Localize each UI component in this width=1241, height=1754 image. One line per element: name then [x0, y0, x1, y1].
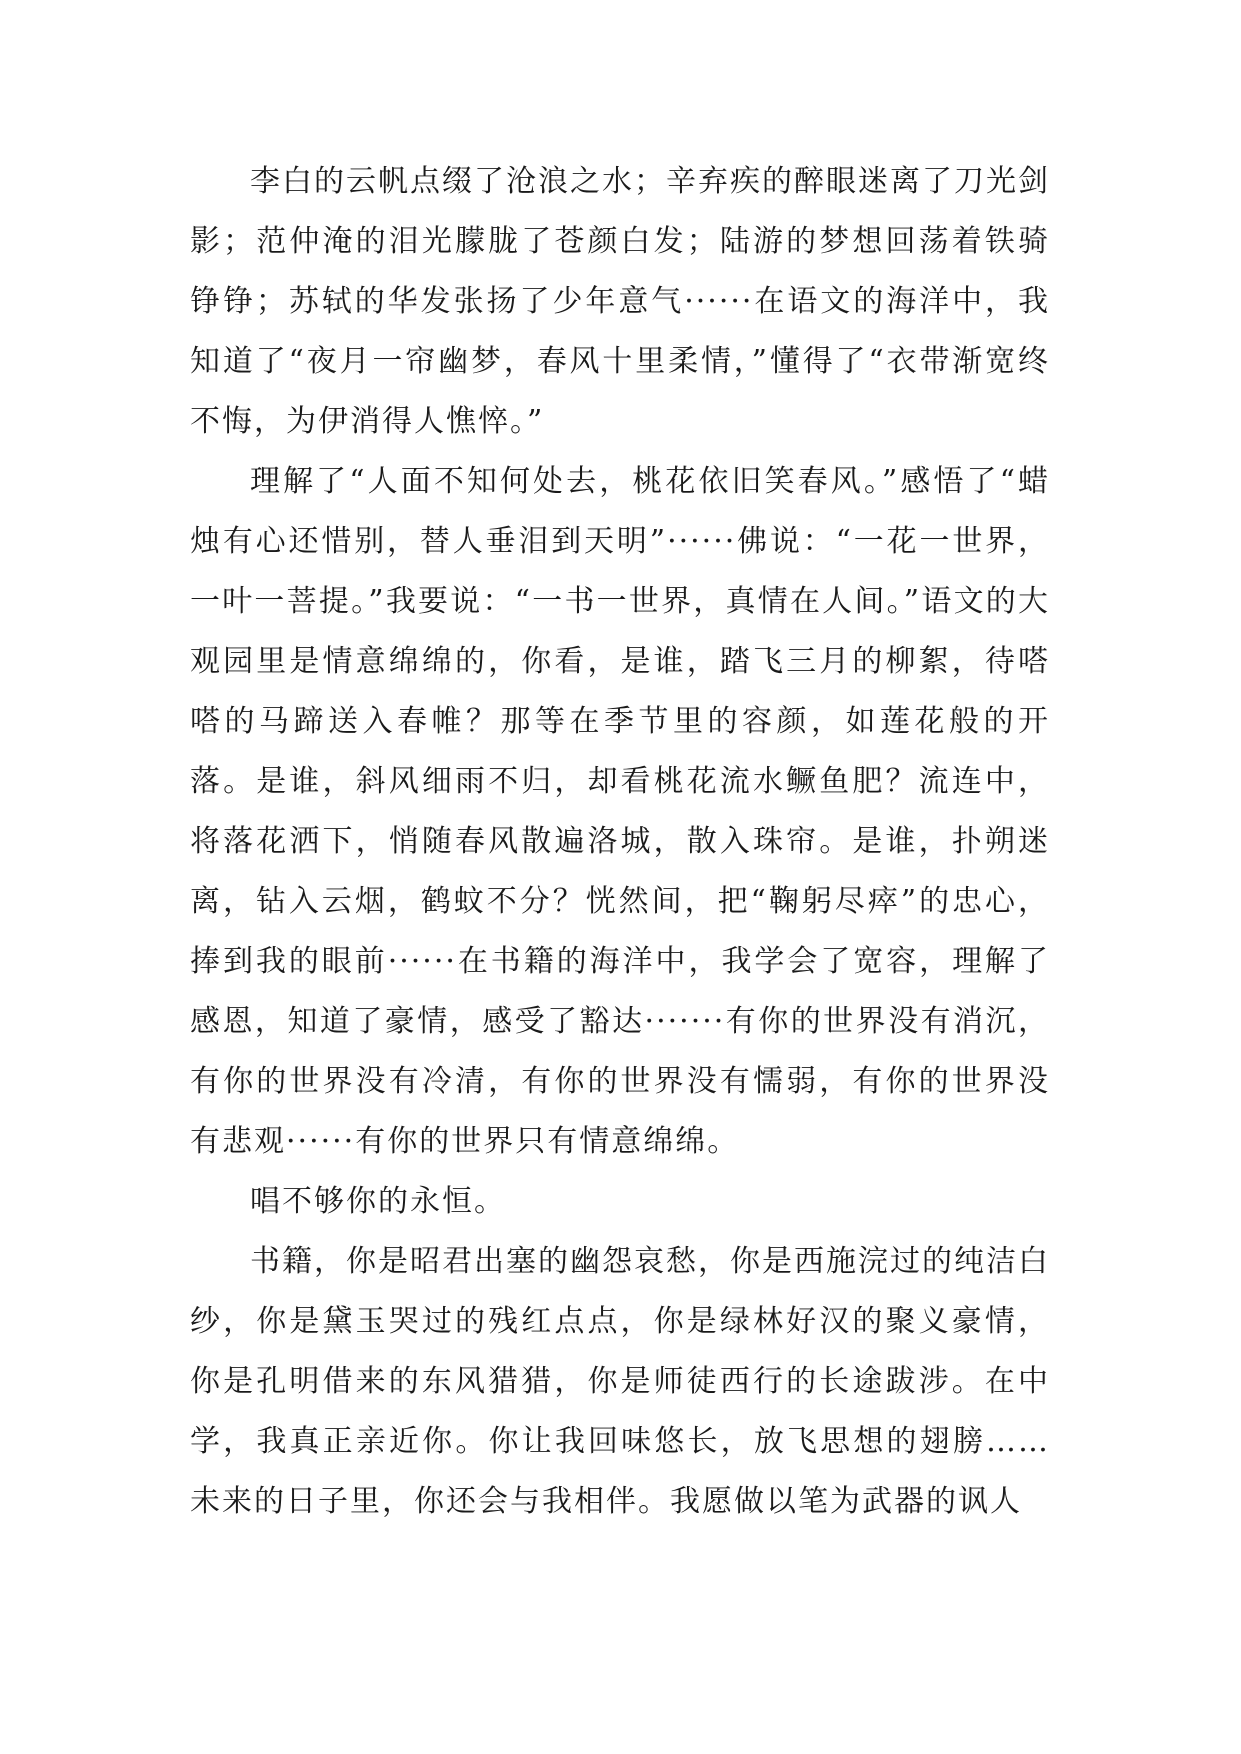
paragraph-3: 唱不够你的永恒。: [250, 1184, 506, 1219]
paragraph-2: 理解了“人面不知何处去，桃花依旧笑春风。”感悟了“蜡烛有心还惜别，替人垂泪到天明”······佛说：“一花一世界，一叶一菩提。”我要说：“一书一世界，真情在人间。”语文的大观园里是情意绵绵的，你看，是谁，踏飞三月的柳絮，待嗒嗒的马蹄送入春帷？那等在季节里的容颜，如莲花般的开落。是谁，斜风细雨不归，却看桃花流水鳜鱼肥？流连中，将落花洒下，悄随春风散遍洛城，散入珠帘。是谁，扑朔迷离，钻入云烟，鹤蚊不分？恍然间，把“鞠躬尽瘁”的忠心，捧到我的眼前······在书籍的海洋中，我学会了宽容，理解了感恩，知道了豪情，感受了豁达·······有你的世界没有消沉，有你的世界没有冷清，有你的世界没有懦弱，有你的世界没有悲观······有你的世界只有情意绵绵。: [190, 464, 1050, 1159]
paragraph-1: 李白的云帆点缀了沧浪之水；辛弃疾的醉眼迷离了刀光剑影；范仲淹的泪光朦胧了苍颜白发；陆游的梦想回荡着铁骑铮铮；苏轼的华发张扬了少年意气······在语文的海洋中，我知道了“夜月一帘幽梦，春风十里柔情，”懂得了“衣带渐宽终不悔，为伊消得人憔悴。”: [190, 164, 1050, 439]
document-body: [190, 152, 1050, 1532]
paragraph-4: 书籍，你是昭君出塞的幽怨哀愁，你是西施浣过的纯洁白纱，你是黛玉哭过的残红点点，你是绿林好汉的聚义豪情，你是孔明借来的东风猎猎，你是师徒西行的长途跋涉。在中学，我真正亲近你。你让我回味悠长，放飞思想的翅膀……未来的日子里，你还会与我相伴。我愿做以笔为武器的讽人: [190, 1244, 1050, 1519]
